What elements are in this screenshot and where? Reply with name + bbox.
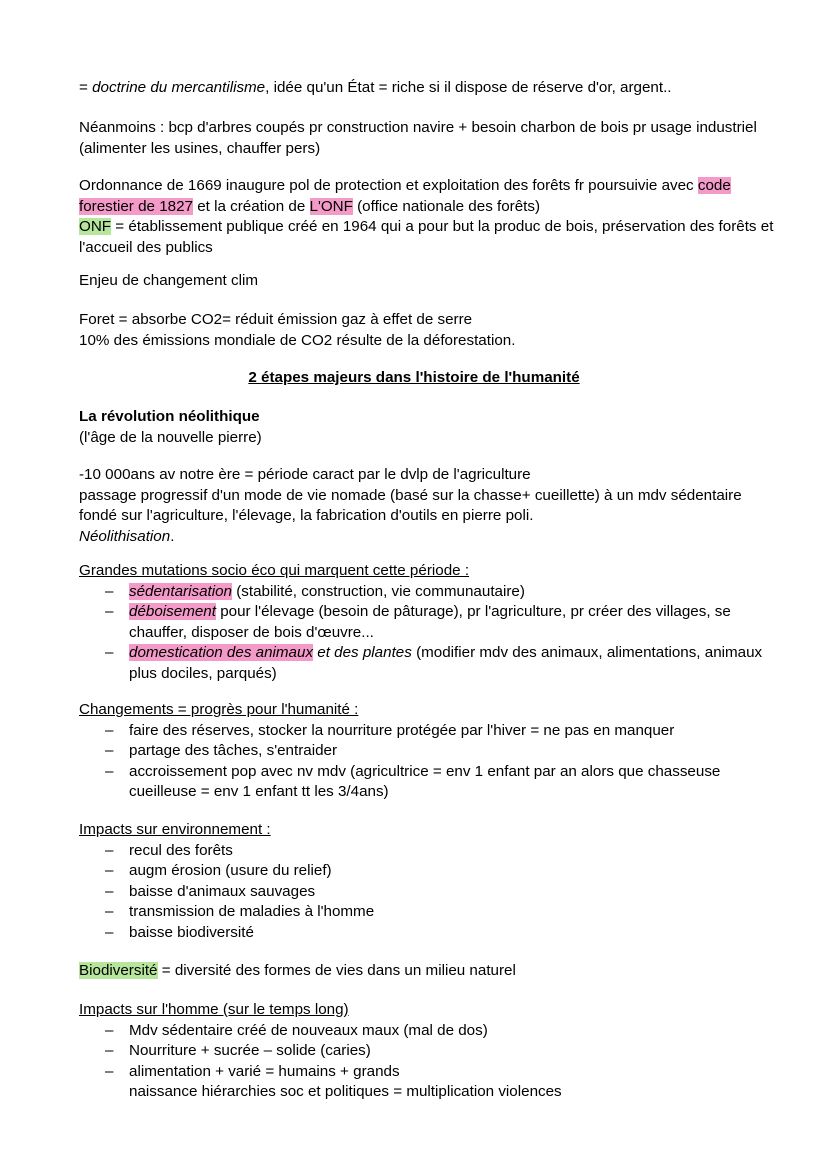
list-item: – partage des tâches, s'entraider: [79, 741, 779, 762]
enjeu-paragraph: Enjeu de changement clim: [79, 272, 258, 289]
list-item: – Mdv sédentaire créé de nouveaux maux (mal de dos): [79, 1021, 779, 1042]
neolithic-paragraph: [79, 465, 779, 547]
foret-paragraph: [79, 310, 779, 351]
text: .: [170, 527, 175, 545]
text: passage progressif d'un mode de vie nomade (basé sur la chasse+ cueillette) à un mdv sédentaire fondé sur l'agriculture, l'élevage, la fabrication d'outils en pierre poli.: [79, 486, 742, 524]
progres-list: [79, 721, 779, 803]
text: pour l'élevage (besoin de pâturage), pr l'agriculture, pr créer des villages, se chauffer, disposer de bois d'œuvre...: [129, 603, 731, 641]
environment-list: [79, 841, 779, 944]
list-item: – baisse d'animaux sauvages: [79, 882, 779, 903]
biodiversite-highlight: Biodiversité: [79, 962, 158, 979]
list-item: – Nourriture + sucrée – solide (caries): [79, 1041, 779, 1062]
mutations-section: [79, 561, 779, 684]
list-item: – recul des forêts: [79, 841, 779, 862]
text: (office nationale des forêts): [352, 197, 541, 215]
section-title: 2 étapes majeurs dans l'histoire de l'humanité: [248, 369, 580, 386]
ordonnance-paragraph: [79, 176, 779, 258]
sedentarisation-highlight: sédentarisation: [129, 582, 233, 600]
list-item: – faire des réserves, stocker la nourriture protégée par l'hiver = ne pas en manquer: [79, 721, 779, 742]
environment-section: [79, 820, 779, 943]
deboisement-highlight: déboisement: [129, 603, 216, 620]
list-item: – transmission de maladies à l'homme: [79, 902, 779, 923]
code-forestier-highlight: code forestier de 1827: [79, 177, 731, 215]
text: , idée qu'un État = riche si il dispose de réserve d'or, argent..: [265, 79, 672, 96]
homme-section: [79, 1000, 779, 1103]
mutations-heading: Grandes mutations socio éco qui marquent cette période :: [79, 562, 470, 579]
list-item: – alimentation + varié = humains + grands: [79, 1062, 779, 1083]
neolithic-subtitle: (l'âge de la nouvelle pierre): [79, 428, 262, 446]
text: (stabilité, construction, vie communautaire): [232, 582, 525, 600]
neanmoins-paragraph: Néanmoins : bcp d'arbres coupés pr construction navire + besoin charbon de bois pr usage industriel (alimenter les usines, chauffer pers): [79, 119, 757, 157]
text: Foret = absorbe CO2= réduit émission gaz à effet de serre: [79, 311, 473, 328]
text: et la création de: [192, 197, 310, 215]
mutations-list: [79, 582, 779, 685]
text: Ordonnance de 1669 inaugure pol de protection et exploitation des forêts fr poursuivie avec: [79, 177, 698, 194]
mercantilism-term: doctrine du mercantilisme: [92, 79, 266, 96]
list-item: [79, 643, 779, 684]
homme-heading: Impacts sur l'homme (sur le temps long): [79, 1001, 349, 1018]
list-item: [79, 602, 779, 643]
list-item: naissance hiérarchies soc et politiques = multiplication violences: [129, 1083, 562, 1100]
mercantilism-paragraph: [79, 78, 779, 99]
list-item: [79, 582, 779, 603]
neolithic-title: La révolution néolithique: [79, 408, 260, 425]
list-item: – accroissement pop avec nv mdv (agricultrice = env 1 enfant par an alors que chasseuse cueilleuse = env 1 enfant tt les 3/4ans): [79, 762, 779, 803]
list-item: – baisse biodiversité: [79, 923, 779, 944]
list-item: – augm érosion (usure du relief): [79, 861, 779, 882]
homme-list: [79, 1021, 779, 1103]
text: -10 000ans av notre ère = période caract par le dvlp de l'agriculture: [79, 466, 531, 483]
domestication-highlight: domestication des animaux: [129, 644, 314, 661]
biodiversite-paragraph: [79, 961, 779, 982]
neolithic-heading: [79, 407, 779, 448]
environment-heading: Impacts sur environnement :: [79, 821, 271, 838]
progres-section: [79, 700, 779, 803]
onf-highlight: L'ONF: [309, 197, 353, 215]
onf-term-highlight: ONF: [79, 218, 112, 235]
text: 10% des émissions mondiale de CO2 résulte de la déforestation.: [79, 331, 516, 349]
neolithisation-term: Néolithisation: [79, 527, 171, 545]
progres-heading: Changements = progrès pour l'humanité :: [79, 701, 359, 718]
text: =: [79, 79, 93, 96]
text: = établissement publique créé en 1964 qui a pour but la produc de bois, préservation des forêts et l'accueil des publics: [79, 218, 774, 256]
text: = diversité des formes de vies dans un milieu naturel: [157, 962, 516, 979]
text: et des plantes: [313, 644, 412, 661]
text: (modifier mdv des animaux, alimentations, animaux plus dociles, parqués): [129, 644, 763, 682]
